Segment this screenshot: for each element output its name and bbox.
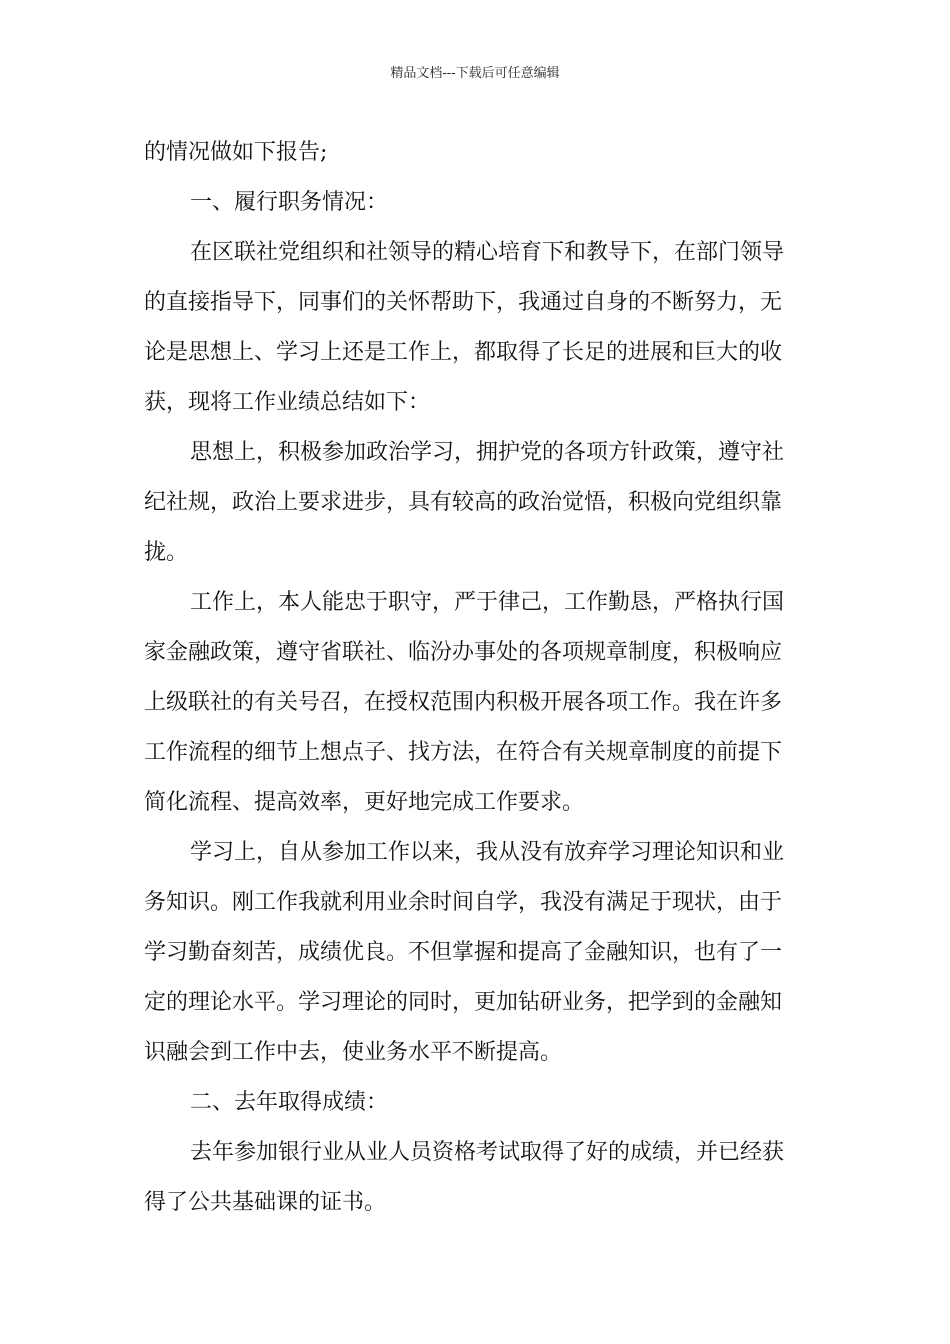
text-line: 识融会到工作中去，使业务水平不断提高。 <box>144 1040 563 1065</box>
text-line: 在区联社党组织和社领导的精心培育下和教导下，在部门领导 <box>190 240 785 265</box>
text-line: 论是思想上、学习上还是工作上，都取得了长足的进展和巨大的收 <box>144 340 783 365</box>
text-line: 定的理论水平。学习理论的同时，更加钻研业务，把学到的金融知 <box>144 990 783 1015</box>
text-line: 学习勤奋刻苦，成绩优良。不但掌握和提高了金融知识，也有了一 <box>144 940 783 965</box>
text-line: 的直接指导下，同事们的关怀帮助下，我通过自身的不断努力，无 <box>144 290 783 315</box>
section-heading: 二、去年取得成绩： <box>190 1090 389 1115</box>
text-line: 学习上，自从参加工作以来，我从没有放弃学习理论知识和业 <box>190 840 785 865</box>
text-line: 纪社规，政治上要求进步，具有较高的政治觉悟，积极向党组织靠 <box>144 490 783 515</box>
text-line: 工作流程的细节上想点子、找方法，在符合有关规章制度的前提下 <box>144 740 783 765</box>
page-header: 精品文档---下载后可任意编辑 <box>390 66 560 81</box>
text-line: 务知识。刚工作我就利用业余时间自学，我没有满足于现状，由于 <box>144 890 783 915</box>
text-line: 简化流程、提高效率，更好地完成工作要求。 <box>144 790 585 815</box>
section-heading: 一、履行职务情况： <box>190 190 389 215</box>
text-line: 去年参加银行业从业人员资格考试取得了好的成绩，并已经获 <box>190 1140 785 1165</box>
text-line: 的情况做如下报告; <box>144 140 328 165</box>
document-body <box>144 128 808 1228</box>
text-line: 拢。 <box>144 540 189 565</box>
text-line: 思想上，积极参加政治学习，拥护党的各项方针政策，遵守社 <box>190 440 785 465</box>
text-line: 得了公共基础课的证书。 <box>144 1190 387 1215</box>
text-line: 获，现将工作业绩总结如下： <box>144 390 431 415</box>
text-line: 工作上，本人能忠于职守，严于律己，工作勤恳，严格执行国 <box>190 590 785 615</box>
text-line: 上级联社的有关号召，在授权范围内积极开展各项工作。我在许多 <box>144 690 783 715</box>
text-line: 家金融政策，遵守省联社、临汾办事处的各项规章制度，积极响应 <box>144 640 783 665</box>
